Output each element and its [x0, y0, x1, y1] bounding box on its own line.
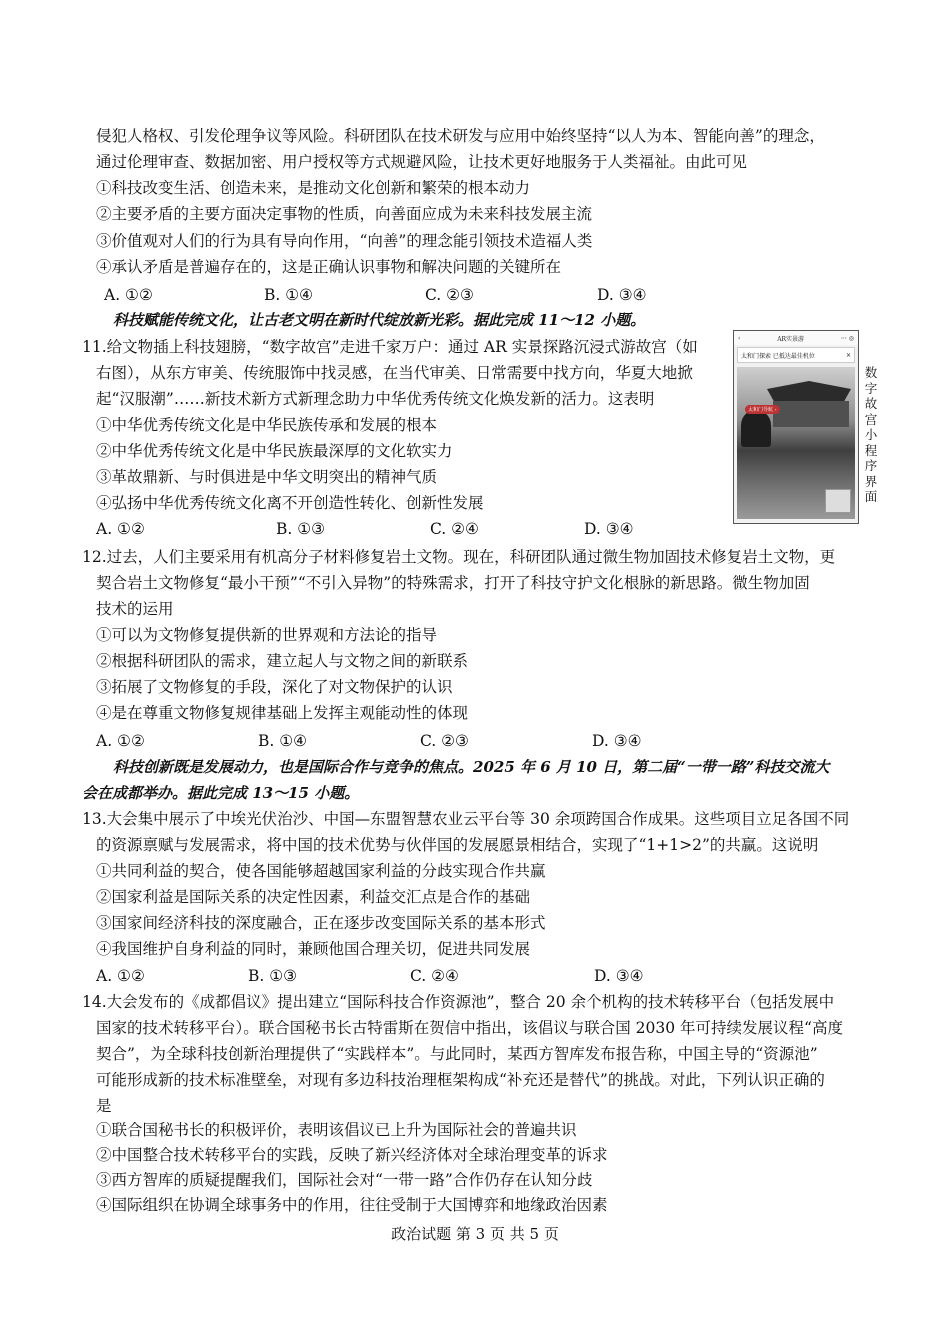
- option-c: C. ②③: [425, 286, 474, 304]
- statement-1: ①共同利益的契合，使各国能够超越国家利益的分歧实现合作共赢: [96, 862, 546, 880]
- map-thumbnail: [825, 489, 851, 513]
- page-footer: 政治试题 第 3 页 共 5 页: [391, 1225, 559, 1243]
- question-12-line: 技术的运用: [96, 600, 174, 618]
- app-status-bar: [734, 331, 858, 345]
- option-b: B. ①④: [258, 732, 308, 750]
- question-11-line: 起“汉服潮”……新技术新方式新理念助力中华优秀传统文化焕发新的活力。这表明: [96, 390, 655, 408]
- statement-3: ③价值观对人们的行为具有导向作用，“向善”的理念能引领技术造福人类: [96, 232, 593, 250]
- option-a: A. ①②: [104, 286, 153, 304]
- statement-1: ①可以为文物修复提供新的世界观和方法论的指导: [96, 626, 438, 644]
- back-icon: ‹: [738, 334, 741, 342]
- statement-2: ②根据科研团队的需求，建立起人与文物之间的新联系: [96, 652, 469, 670]
- more-icon: ⋯ ◎: [840, 334, 854, 342]
- statement-3: ③拓展了文物修复的手段，深化了对文物保护的认识: [96, 678, 453, 696]
- palace-roof: [767, 381, 851, 401]
- question-14-line: 是: [96, 1097, 112, 1115]
- option-d: D. ③④: [592, 732, 642, 750]
- statement-4: ④弘扬中华优秀传统文化离不开创造性转化、创新性发展: [96, 494, 484, 512]
- paragraph-line: 通过伦理审查、数据加密、用户授权等方式规避风险，让技术更好地服务于人类福祉。由此可见: [96, 153, 748, 171]
- option-d: D. ③④: [597, 286, 647, 304]
- statement-1: ①科技改变生活、创造未来，是推动文化创新和繁荣的根本动力: [96, 179, 531, 197]
- location-banner-text: 太和门探索 已抵达最佳机位: [741, 352, 815, 360]
- question-11-line: 右图），从东方审美、传统服饰中找灵感，在当代审美、日常需要中找方向，华夏大地掀: [96, 364, 693, 382]
- statement-4: ④国际组织在协调全球事务中的作用，往往受制于大国博弈和地缘政治因素: [96, 1196, 608, 1214]
- statement-3: ③革故鼎新、与时俱进是中华文明突出的精神气质: [96, 468, 438, 486]
- option-c: C. ②④: [410, 967, 459, 985]
- palace-photo: [737, 367, 855, 519]
- question-12-line: 12.过去，人们主要采用有机高分子材料修复岩土文物。现在，科研团队通过微生物加固技术修复岩土文物，更: [82, 548, 836, 566]
- option-a: A. ①②: [96, 732, 145, 750]
- option-b: B. ①③: [276, 520, 326, 538]
- statement-4: ④我国维护自身利益的同时，兼顾他国合理关切，促进共同发展: [96, 940, 531, 958]
- option-d: D. ③④: [584, 520, 634, 538]
- statement-1: ①联合国秘书长的积极评价，表明该倡议已上升为国际社会的普遍共识: [96, 1121, 577, 1139]
- statement-4: ④是在尊重文物修复规律基础上发挥主观能动性的体现: [96, 704, 469, 722]
- statement-2: ②中国整合技术转移平台的实践，反映了新兴经济体对全球治理变革的诉求: [96, 1146, 608, 1164]
- statement-3: ③西方智库的质疑提醒我们，国际社会对“一带一路”合作仍存在认知分歧: [96, 1171, 593, 1189]
- question-11-line: 11.给文物插上科技翅膀，“数字故宫”走进千家万户：通过 AR 实景探路沉浸式游故宫（如: [82, 338, 698, 356]
- question-14-line: 14.大会发布的《成都倡议》提出建立“国际科技合作资源池”，整合 20 余个机构的技术转移平台（包括发展中: [82, 993, 835, 1011]
- option-a: A. ①②: [96, 520, 145, 538]
- option-c: C. ②③: [420, 732, 469, 750]
- option-b: B. ①③: [248, 967, 298, 985]
- app-title: AR实景游: [777, 335, 805, 343]
- digital-palace-app-figure: [733, 330, 859, 524]
- option-b: B. ①④: [264, 286, 314, 304]
- question-12-line: 契合岩土文物修复“最小干预”“不引入异物”的特殊需求，打开了科技守护文化根脉的新思路。微生物加固: [96, 574, 810, 592]
- option-c: C. ②④: [430, 520, 479, 538]
- navigation-badge: 太和门导航 ›: [745, 405, 780, 414]
- question-13-line: 的资源禀赋与发展需求，将中国的技术优势与伙伴国的发展愿景相结合，实现了“1+1>2”的共赢。这说明: [96, 836, 819, 854]
- statement-2: ②中华优秀传统文化是中华民族最深厚的文化软实力: [96, 442, 453, 460]
- question-14-line: 国家的技术转移平台）。联合国秘书长古特雷斯在贺信中指出，该倡议与联合国 2030 年可持续发展议程“高度: [96, 1019, 843, 1037]
- section-intro: 科技赋能传统文化，让古老文明在新时代绽放新光彩。据此完成 11～12 小题。: [113, 311, 646, 329]
- question-14-line: 可能形成新的技术标准壁垒，对现有多边科技治理框架构成“补充还是替代”的挑战。对此，下列认识正确的: [96, 1071, 825, 1089]
- statement-1: ①中华优秀传统文化是中华民族传承和发展的根本: [96, 416, 438, 434]
- statement-3: ③国家间经济科技的深度融合，正在逐步改变国际关系的基本形式: [96, 914, 546, 932]
- section-intro: 科技创新既是发展动力，也是国际合作与竞争的焦点。2025 年 6 月 10 日，第二届“一带一路”科技交流大: [113, 758, 830, 776]
- figure-caption: 数字故宫小程序界面: [864, 365, 878, 504]
- paragraph-line: 侵犯人格权、引发伦理争议等风险。科研团队在技术研发与应用中始终坚持“以人为本、智能向善”的理念，: [96, 127, 825, 145]
- statement-4: ④承认矛盾是普遍存在的，这是正确认识事物和解决问题的关键所在: [96, 258, 562, 276]
- statement-2: ②国家利益是国际关系的决定性因素，利益交汇点是合作的基础: [96, 888, 531, 906]
- section-intro: 会在成都举办。据此完成 13～15 小题。: [82, 784, 360, 802]
- question-13-line: 13.大会集中展示了中埃光伏治沙、中国—东盟智慧农业云平台等 30 余项跨国合作成果。这些项目立足各国不同: [82, 810, 850, 828]
- palace-wall: [773, 401, 849, 427]
- question-14-line: 契合”，为全球科技创新治理提供了“实践样本”。与此同时，某西方智库发布报告称，中国主导的“资源池”: [96, 1045, 818, 1063]
- close-icon: ×: [845, 351, 851, 359]
- option-a: A. ①②: [96, 967, 145, 985]
- bronze-lion-statue: [741, 411, 771, 447]
- location-banner: [737, 347, 855, 363]
- option-d: D. ③④: [594, 967, 644, 985]
- statement-2: ②主要矛盾的主要方面决定事物的性质，向善面应成为未来科技发展主流: [96, 205, 593, 223]
